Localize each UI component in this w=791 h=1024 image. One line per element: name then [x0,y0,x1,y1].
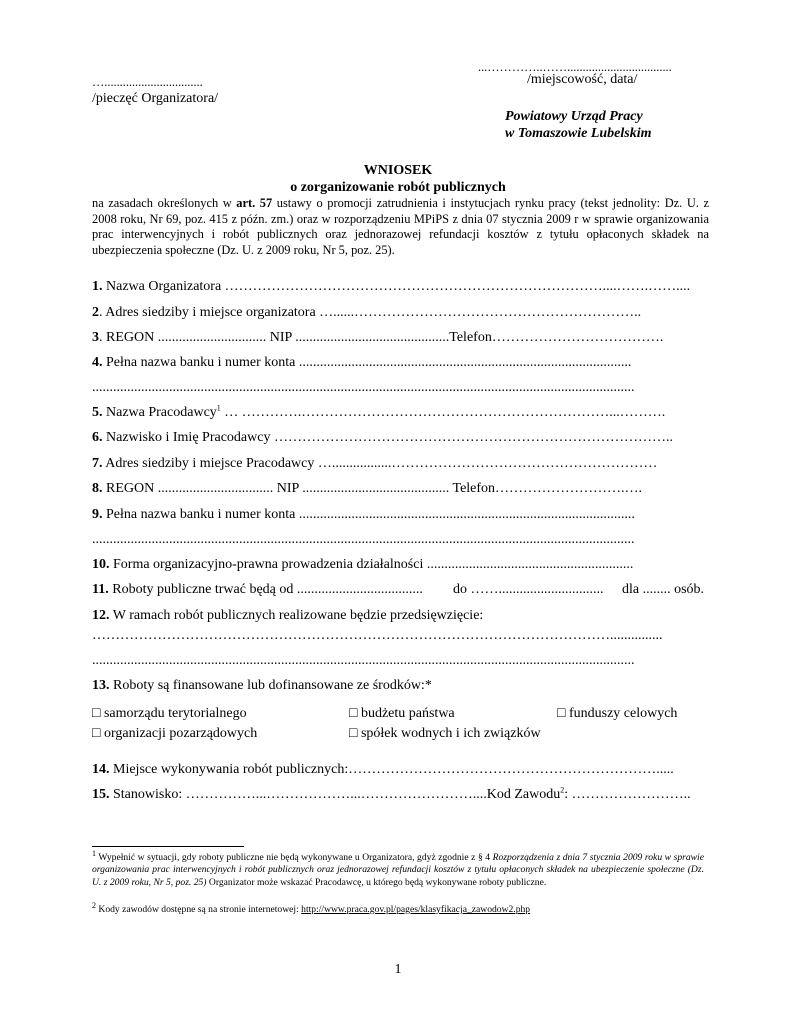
field-organizer-bank-cont[interactable]: ........................................................................................................................................................... [92,380,635,395]
checkbox-special-funds[interactable]: □ funduszy celowych [557,706,678,721]
footnote-separator [92,846,244,847]
field-project-line1[interactable]: …………………………………………………………………………………………………............... [92,628,663,643]
field-employer-name[interactable] [92,405,704,421]
footnote-1 [92,848,704,889]
field-number: 9. [92,507,103,522]
field-employer-person[interactable] [92,430,704,446]
field-number: 2 [92,305,99,320]
intro-text-a: na zasadach określonych w [92,196,237,210]
field-number: 1. [92,279,103,294]
field-employer-address[interactable] [92,456,704,472]
footnote-ref[interactable]: 2 [560,787,565,795]
office-city: w Tomaszowie Lubelskim [505,126,652,141]
checkbox-local-government[interactable]: □ samorządu terytorialnego [92,706,247,721]
field-label: Nazwisko i Imię Pracodawcy ………………………………………………………………………….. [102,430,673,445]
field-employer-bank[interactable] [92,507,704,523]
field-project-line2[interactable]: ........................................................................................................................................................... [92,653,635,668]
place-date-dots[interactable]: ...…………..…….................................. [478,60,672,74]
field-dots: … ………….…………………………………………………………...………. [220,405,666,420]
footnote-mark: 1 [92,848,96,858]
field-number: 7. [92,456,103,471]
field-label: Pełna nazwa banku i numer konta ................................................................................................ [102,507,635,522]
field-duration-to[interactable]: do …….............................. [453,582,604,597]
footnote-text: Organizator może wskazać Pracodawcę, u którego będą wykonywane roboty publiczne. [206,876,547,888]
footnote-citation: Rozporządzenia z dnia 7 stycznia 2009 roku w sprawie organizowania prac interwencyjnych i robót publicznych oraz jednorazowej refundacji kosztów z tytułu opłaconych składek na ubezpieczenie społeczne (Dz. U. z 2009 roku, Nr 5, poz. 25) [92,852,704,888]
field-number: 3 [92,330,99,345]
field-number: 13. [92,678,110,693]
page-number: 1 [394,962,402,977]
field-number: 8. [92,481,103,496]
checkbox-state-budget[interactable]: □ budżetu państwa [349,706,455,721]
office-name: Powiatowy Urząd Pracy [505,109,643,124]
field-label: Pełna nazwa banku i numer konta ............................................................................................... [102,355,632,370]
field-employer-regon-nip-phone[interactable] [92,481,704,497]
field-duration[interactable] [92,582,704,598]
field-label: Roboty publiczne trwać będą od .................................... [108,582,423,597]
field-funding [92,678,704,694]
intro-article: art. 57 [236,196,273,210]
field-employer-bank-cont[interactable]: ........................................................................................................................................................... [92,532,635,547]
field-number: 14. [92,762,110,777]
checkbox-water-companies[interactable]: □ spółek wodnych i ich związków [349,726,541,741]
field-label: Nazwa Organizatora ………………………………………………………………………....…….…….... [102,279,691,294]
footnote-text: Wypełnić w sytuacji, gdy roboty publiczne nie będą wykonywane u Organizatora, gdyż zgodnie z § 4 [96,852,493,863]
checkbox-ngo[interactable]: □ organizacji pozarządowych [92,726,258,741]
place-date-label: /miejscowość, data/ [527,72,638,87]
field-organizer-regon-nip-phone[interactable] [92,330,704,346]
field-number: 11. [92,582,109,597]
footnote-text: Kody zawodów dostępne są na stronie internetowej: [96,904,302,915]
field-label: Adres siedziby i miejsce Pracodawcy ….................………………………………………………… [102,456,658,471]
field-label: Stanowisko: ……………...………………...……………………....Kod Zawodu [109,787,561,802]
footnote-mark: 2 [92,900,96,910]
field-label: W ramach robót publicznych realizowane będzie przedsięwzięcie: [109,608,484,623]
field-number: 5. [92,405,103,420]
document-subtitle: o zorganizowanie robót publicznych [290,180,506,195]
field-number: 12. [92,608,110,623]
stamp-label: /pieczęć Organizatora/ [92,91,219,106]
footnote-ref[interactable]: 1 [216,405,221,413]
field-label: . Adres siedziby i miejsce organizatora …......…………………………………………………….. [99,305,642,320]
intro-text-b: ustawy o promocji zatrudnienia i instytucjach rynku pracy (tekst jednolity: Dz. U. z 2008 roku, Nr 69, poz. 415 z późn. zm.) oraz w rozporządzeniu MPiPS z dnia 07 stycznia 2009 r w sprawie organizowania prac interwencyjnych i robót publicznych oraz jednorazowej refundacji kosztów z tytułu opłaconych składek na ubezpieczenia społeczne (Dz. U. z 2009 roku, Nr 5, poz. 25). [92,196,709,257]
field-duration-persons[interactable]: dla ........ osób. [622,582,705,597]
field-label: . REGON ............................... NIP ............................................Telefon………………………………. [99,330,664,345]
field-dots: : …………………….. [564,787,691,802]
field-position[interactable] [92,787,704,803]
field-label: Roboty są finansowane lub dofinansowane ze środków:* [109,678,432,693]
field-organizer-name[interactable] [92,279,704,295]
intro-paragraph [92,196,709,258]
field-label: Forma organizacyjno-prawna prowadzenia działalności ........................................................... [109,557,634,572]
stamp-dots[interactable]: …................................ [92,75,203,89]
field-number: 10. [92,557,110,572]
field-organizer-address[interactable] [92,305,704,321]
field-label: Nazwa Pracodawcy [102,405,217,420]
field-work-location[interactable] [92,762,704,778]
field-number: 6. [92,430,103,445]
field-legal-form[interactable] [92,557,704,573]
field-label: Miejsce wykonywania robót publicznych:…………………………………………………………..... [109,762,674,777]
field-organizer-bank[interactable] [92,355,704,371]
field-number: 15. [92,787,110,802]
document-title: WNIOSEK [363,163,433,178]
footnote-2 [92,900,704,916]
field-number: 4. [92,355,103,370]
field-label: REGON ................................. NIP .......................................... Telefon……………………….…. [102,481,643,496]
field-project [92,608,704,624]
occupation-codes-link[interactable]: http://www.praca.gov.pl/pages/klasyfikacja_zawodow2.php [301,904,531,915]
